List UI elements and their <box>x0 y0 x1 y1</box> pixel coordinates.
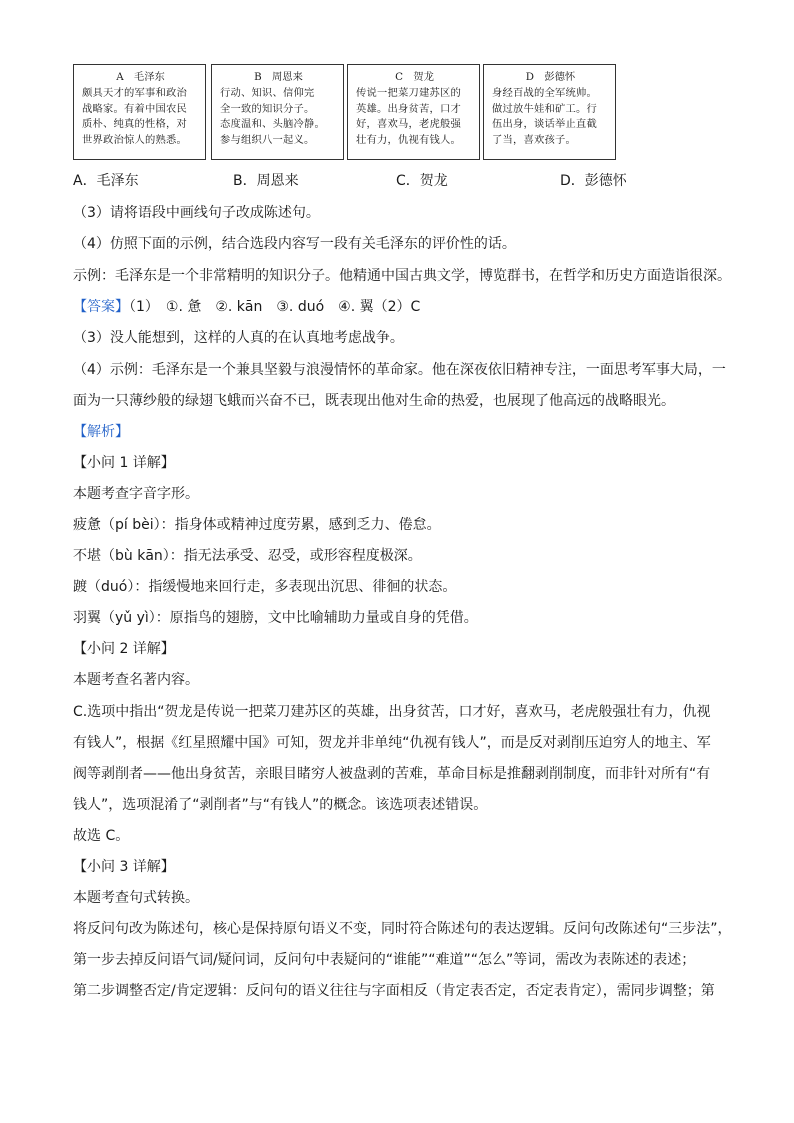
box-line: 颇具天才的军事和政治 <box>82 86 187 99</box>
subquestion-3-heading: 【小问 3 详解】 <box>73 859 175 875</box>
answer-options <box>73 170 633 192</box>
box-line: 身经百战的全军统帅。 <box>492 86 597 99</box>
detail-line: 第二步调整否定/肯定逻辑：反问句的语义往往与字面相反（肯定表否定，否定表肯定），需同步调整；第 <box>73 983 715 999</box>
question-4: （4）仿照下面的示例，结合选段内容写一段有关毛泽东的评价性的话。 <box>73 236 516 252</box>
detail-line: 本题考查字音字形。 <box>73 486 199 502</box>
option-c: C．贺龙 <box>396 173 448 189</box>
box-line: 世界政治惊人的熟悉。 <box>82 134 187 147</box>
option-box-b <box>211 64 344 160</box>
box-line: 行动、知识、信仰完 <box>220 86 315 99</box>
box-line: 质朴、纯真的性格，对 <box>82 118 187 131</box>
box-line: 态度温和、头脑冷静。 <box>220 118 325 131</box>
detail-line: 不堪（bù kān）：指无法承受、忍受，或形容程度极深。 <box>73 548 422 564</box>
box-title: A 毛泽东 <box>116 71 165 83</box>
detail-line: 故选 C。 <box>73 828 130 844</box>
detail-line: 羽翼（yǔ yì）：原指鸟的翅膀，文中比喻辅助力量或自身的凭借。 <box>73 610 478 626</box>
detail-line: 疲惫（pí bèi）：指身体或精神过度劳累，感到乏力、倦怠。 <box>73 517 441 533</box>
box-line: 了当，喜欢孩子。 <box>492 134 576 147</box>
box-line: 传说一把菜刀建苏区的 <box>356 86 461 99</box>
answer-4-line1: （4）示例：毛泽东是一个兼具坚毅与浪漫情怀的革命家。他在深夜依旧精神专注，一面思考军事大局，一 <box>73 362 726 378</box>
detail-line: 本题考查句式转换。 <box>73 890 199 906</box>
answer-4-line2: 面为一只薄纱般的绿翅飞蛾而兴奋不已，既表现出他对生命的热爱，也展现了他高远的战略眼光。 <box>73 393 675 409</box>
analysis-label: 【解析】 <box>73 424 129 440</box>
answer-label: 【答案】 <box>73 299 129 315</box>
option-box-a <box>73 64 206 160</box>
box-line: 战略家。有着中国农民 <box>82 102 187 115</box>
detail-line: 将反问句改为陈述句，核心是保持原句语义不变，同时符合陈述句的表达逻辑。反问句改陈述句“三步法”， <box>73 921 732 937</box>
box-line: 参与组织八一起义。 <box>220 134 315 147</box>
character-boxes <box>73 64 621 162</box>
answer-text: （1） ①. 惫 ②. kān ③. duó ④. 翼（2）C <box>129 299 421 315</box>
subquestion-2-heading: 【小问 2 详解】 <box>73 641 175 657</box>
detail-line: 踱（duó）：指缓慢地来回行走，多表现出沉思、徘徊的状态。 <box>73 579 457 595</box>
detail-line: 阀等剥削者——他出身贫苦，亲眼目睹穷人被盘剥的苦难，革命目标是推翻剥削制度，而非针对所有“有 <box>73 766 711 782</box>
box-line: 英雄。出身贫苦，口才 <box>356 102 461 115</box>
question-3: （3）请将语段中画线句子改成陈述句。 <box>73 205 320 221</box>
option-a: A．毛泽东 <box>73 173 139 189</box>
example-text: 示例：毛泽东是一个非常精明的知识分子。他精通中国古典文学，博览群书，在哲学和历史方面造诣很深。 <box>73 268 731 284</box>
box-title: B 周恩来 <box>254 71 303 83</box>
detail-line: 钱人”，选项混淆了“剥削者”与“有钱人”的概念。该选项表述错误。 <box>73 797 488 813</box>
detail-line: C.选项中指出“贺龙是传说一把菜刀建苏区的英雄，出身贫苦，口才好，喜欢马，老虎般强壮有力，仇视 <box>73 704 711 720</box>
box-line: 全一致的知识分子。 <box>220 102 315 115</box>
subquestion-1-heading: 【小问 1 详解】 <box>73 455 175 471</box>
box-title: C 贺龙 <box>395 71 434 83</box>
option-b: B．周恩来 <box>233 173 299 189</box>
box-line: 壮有力，仇视有钱人。 <box>356 134 461 147</box>
box-title: D 彭德怀 <box>525 71 576 83</box>
option-box-c <box>347 64 480 160</box>
box-line: 做过放牛娃和矿工。行 <box>492 102 597 115</box>
option-box-d <box>483 64 616 160</box>
detail-line: 第一步去掉反问语气词/疑问词，反问句中表疑问的“谁能”“难道”“怎么”等词，需改为表陈述的表述； <box>73 952 696 968</box>
box-line: 伍出身，谈话举止直截 <box>492 118 597 131</box>
option-d: D．彭德怀 <box>560 173 627 189</box>
answer-3: （3）没人能想到，这样的人真的在认真地考虑战争。 <box>73 330 404 346</box>
box-line: 好，喜欢马，老虎般强 <box>356 118 461 131</box>
detail-line: 本题考查名著内容。 <box>73 672 199 688</box>
detail-line: 有钱人”，根据《红星照耀中国》可知，贺龙并非单纯“仇视有钱人”，而是反对剥削压迫穷人的地主、军 <box>73 735 711 751</box>
answer-line <box>73 297 420 317</box>
